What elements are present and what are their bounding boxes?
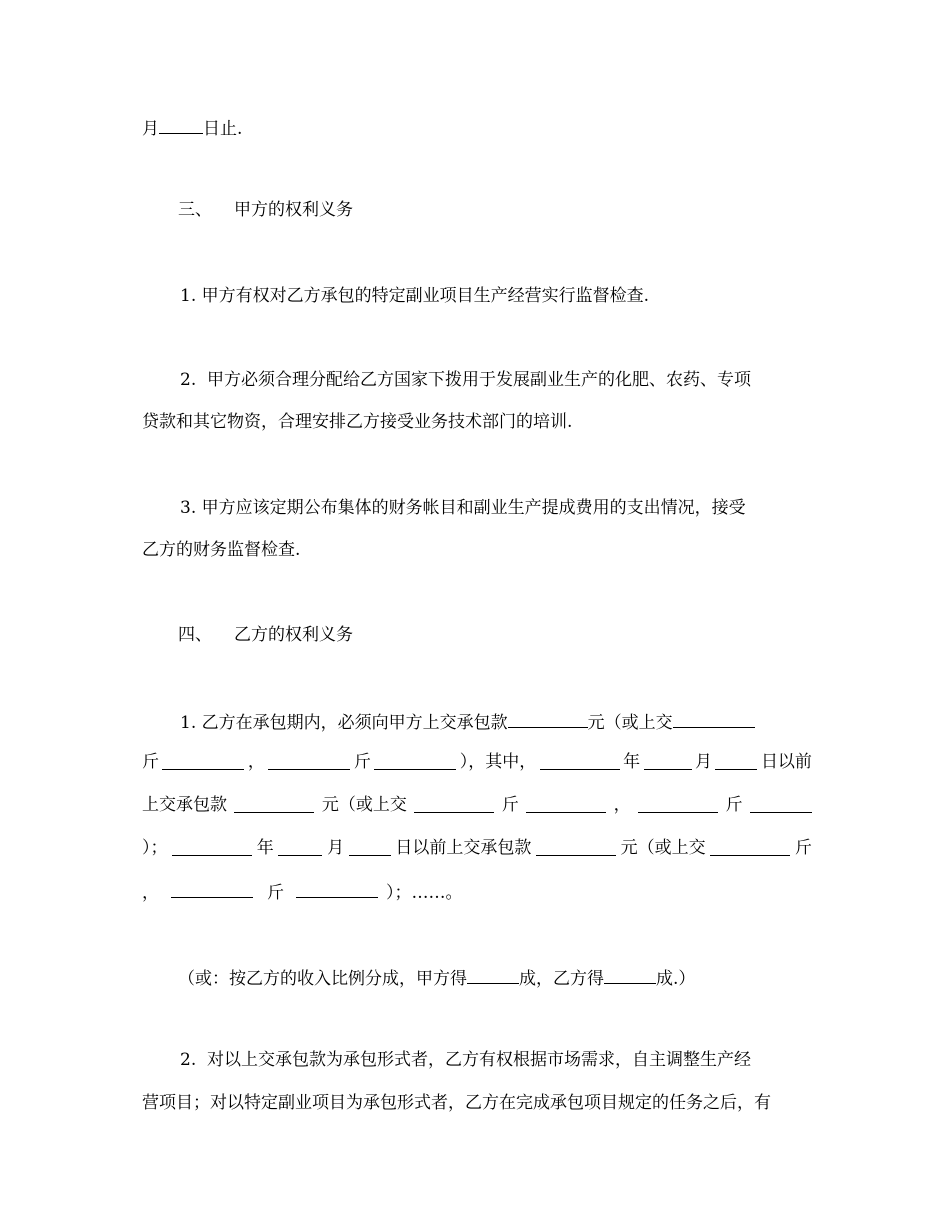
paragraph-4-1-line2: 斤 ， 斤 ），其中， 年 月 日以前 bbox=[142, 752, 812, 772]
blank-field bbox=[604, 964, 656, 984]
blank-field bbox=[414, 793, 494, 813]
blank-field bbox=[750, 793, 812, 813]
paragraph-3-2-line2: 贷款和其它物资，合理安排乙方接受业务技术部门的培训. bbox=[142, 412, 573, 432]
paragraph-3-1: 1. 甲方有权对乙方承包的特定副业项目生产经营实行监督检查. bbox=[180, 286, 650, 306]
line-end-date: 月 日止. bbox=[142, 114, 812, 138]
blank-field bbox=[268, 750, 350, 770]
blank-field bbox=[296, 878, 378, 898]
blank-field bbox=[172, 836, 252, 856]
paragraph-3-3-line1: 3. 甲方应该定期公布集体的财务帐目和副业生产提成费用的支出情况，接受 bbox=[180, 498, 746, 518]
blank-field bbox=[162, 750, 244, 770]
paragraph-3-2-line1: 2. 甲方必须合理分配给乙方国家下拨用于发展副业生产的化肥、农药、专项 bbox=[180, 370, 752, 390]
section-title: 甲方的权利义务 bbox=[234, 200, 353, 220]
paragraph-4-1-line1: 1. 乙方在承包期内，必须向甲方上交承包款 元（或上交 bbox=[180, 708, 850, 732]
paragraph-4-2-line1: 2. 对以上交承包款为承包形式者，乙方有权根据市场需求，自主调整生产经 bbox=[180, 1050, 752, 1070]
blank-field bbox=[673, 708, 755, 728]
blank-field bbox=[644, 750, 692, 770]
blank-field bbox=[715, 750, 757, 770]
blank-field bbox=[508, 708, 588, 728]
section-number: 四、 bbox=[178, 625, 212, 645]
paragraph-4-2-line2: 营项目；对以特定副业项目为承包形式者，乙方在完成承包项目规定的任务之后，有 bbox=[142, 1093, 771, 1113]
blank-field bbox=[278, 836, 322, 856]
paragraph-4-1-line4: ）； 年 月 日以前上交承包款 元（或上交 斤 bbox=[142, 838, 812, 858]
blank-field bbox=[540, 750, 620, 770]
blank-field bbox=[710, 836, 790, 856]
section-heading-3 bbox=[178, 198, 848, 222]
paragraph-4-1-line3: 上交承包款 元（或上交 斤 ， 斤 bbox=[142, 793, 812, 817]
paragraph-4-1-line5: ， 斤 ）；……。 bbox=[142, 878, 812, 902]
blank-field bbox=[234, 793, 314, 813]
blank-field bbox=[467, 964, 519, 984]
blank-field bbox=[349, 836, 391, 856]
section-number: 三、 bbox=[178, 200, 212, 220]
section-heading-4 bbox=[178, 623, 848, 647]
blank-field bbox=[536, 836, 616, 856]
paragraph-4-alternative: （或：按乙方的收入比例分成，甲方得 成，乙方得 成.） bbox=[178, 964, 848, 988]
section-title: 乙方的权利义务 bbox=[234, 625, 353, 645]
blank-field bbox=[638, 793, 718, 813]
paragraph-3-3-line2: 乙方的财务监督检查. bbox=[142, 540, 301, 560]
blank-field bbox=[171, 878, 253, 898]
blank-field bbox=[526, 793, 606, 813]
blank-field bbox=[159, 114, 203, 134]
blank-field bbox=[374, 750, 456, 770]
